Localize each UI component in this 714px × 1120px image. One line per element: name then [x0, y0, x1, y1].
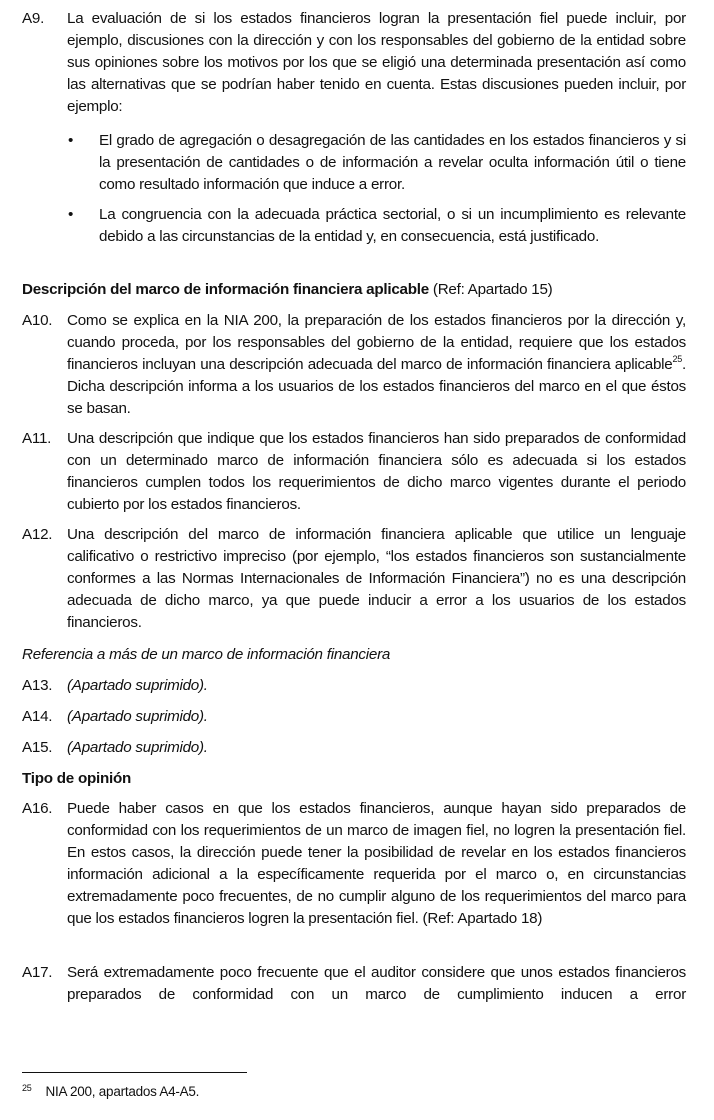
paragraph-text: Será extremadamente poco frecuente que el auditor considere que unos estados financieros preparados de conformidad con un marco de cumplimiento inducen a error: [67, 964, 686, 1003]
footnote-separator: [22, 1072, 247, 1073]
bullet-icon: •: [68, 206, 74, 223]
paragraph-a17: [22, 962, 686, 1006]
paragraph-a16: [22, 798, 686, 930]
section-heading-tipo-opinion: [22, 768, 686, 790]
paragraph-text: (Apartado suprimido).: [67, 677, 208, 694]
paragraph-text: Puede haber casos en que los estados financieros, aunque hayan sido preparados de conformidad con los requerimientos de un marco de imagen fiel, no logren la presentación fiel. En estos casos, la dirección puede tener la posibilidad de revelar en los estados financieros información adicional a la específicamente requerida por el marco o, en circunstancias extremadamente poco frecuentes, de no cumplir alguno de los requerimientos del marco para que los estados financieros logren la presentación fiel. (Ref: Apartado 18): [67, 800, 686, 927]
paragraph-label: A13.: [22, 677, 53, 694]
heading-title: Tipo de opinión: [22, 770, 132, 787]
paragraph-text: Una descripción que indique que los estados financieros han sido preparados de conformidad con un determinado marco de información financiera sólo es adecuada si los estados financieros cumplen todos los requerimientos de dicho marco vigentes durante el periodo cubierto por los estados financieros.: [67, 430, 686, 513]
footnote-text: NIA 200, apartados A4-A5.: [45, 1084, 200, 1099]
paragraph-a10: [22, 310, 686, 420]
paragraph-label: A14.: [22, 708, 53, 725]
paragraph-label: A12.: [22, 526, 53, 543]
paragraph-a14: [22, 706, 686, 728]
paragraph-label: A11.: [22, 430, 52, 447]
paragraph-label: A9.: [22, 10, 45, 27]
bullet-text: El grado de agregación o desagregación de las cantidades en los estados financieros y si la presentación de cantidades o de información a revelar oculta información útil o tiene como resultado información que induce a error.: [99, 132, 686, 193]
footnote-reference[interactable]: 25: [672, 353, 683, 364]
paragraph-label: A10.: [22, 312, 53, 329]
paragraph-a11: [22, 428, 686, 516]
paragraph-a15: [22, 737, 686, 759]
bullet-icon: •: [68, 132, 74, 149]
paragraph-text: (Apartado suprimido).: [67, 739, 208, 756]
paragraph-a9: [22, 8, 686, 118]
section-heading-referencia: Referencia a más de un marco de información financiera: [22, 646, 391, 663]
paragraph-text: La evaluación de si los estados financieros logran la presentación fiel puede incluir, por ejemplo, discusiones con la dirección y con los responsables del gobierno de la entidad sobre sus opiniones sobre los motivos por los que se eligió una determinada presentación así como las alternativas que se podrían haber tenido en cuenta. Estas discusiones pueden incluir, por ejemplo:: [67, 10, 686, 115]
paragraph-label: A17.: [22, 964, 53, 981]
footnote: [22, 1083, 199, 1102]
paragraph-text-part: . Dicha descripción informa a los usuarios de los estados financieros del marco en el que éstos se basan.: [67, 356, 686, 417]
paragraph-text: [67, 310, 686, 420]
heading-ref: (Ref: Apartado 15): [428, 281, 553, 298]
bullet-item: [66, 204, 686, 248]
footnote-number: 25: [22, 1083, 32, 1093]
paragraph-text: Una descripción del marco de información financiera aplicable que utilice un lenguaje calificativo o restrictivo impreciso (por ejemplo, “los estados financieros son sustancialmente conformes a las Normas Internacionales de Información Financiera”) no es una descripción adecuada de dicho marco, ya que puede inducir a error a los usuarios de los estados financieros.: [67, 526, 686, 631]
paragraph-label: A16.: [22, 800, 53, 817]
heading-title: Descripción del marco de información financiera aplicable: [22, 281, 429, 298]
paragraph-a12: [22, 524, 686, 634]
paragraph-text-part: Como se explica en la NIA 200, la preparación de los estados financieros por la dirección y, cuando proceda, por los responsables del gobierno de la entidad, requiere que los estados financieros incluyan una descripción adecuada del marco de información financiera aplicable: [67, 312, 686, 373]
paragraph-label: A15.: [22, 739, 53, 756]
paragraph-a13: [22, 675, 686, 697]
bullet-item: [66, 130, 686, 196]
bullet-text: La congruencia con la adecuada práctica sectorial, o si un incumplimiento es relevante debido a las circunstancias de la entidad y, en consecuencia, está justificado.: [99, 206, 686, 245]
section-heading-descripcion: [22, 279, 686, 301]
paragraph-text: (Apartado suprimido).: [67, 708, 208, 725]
